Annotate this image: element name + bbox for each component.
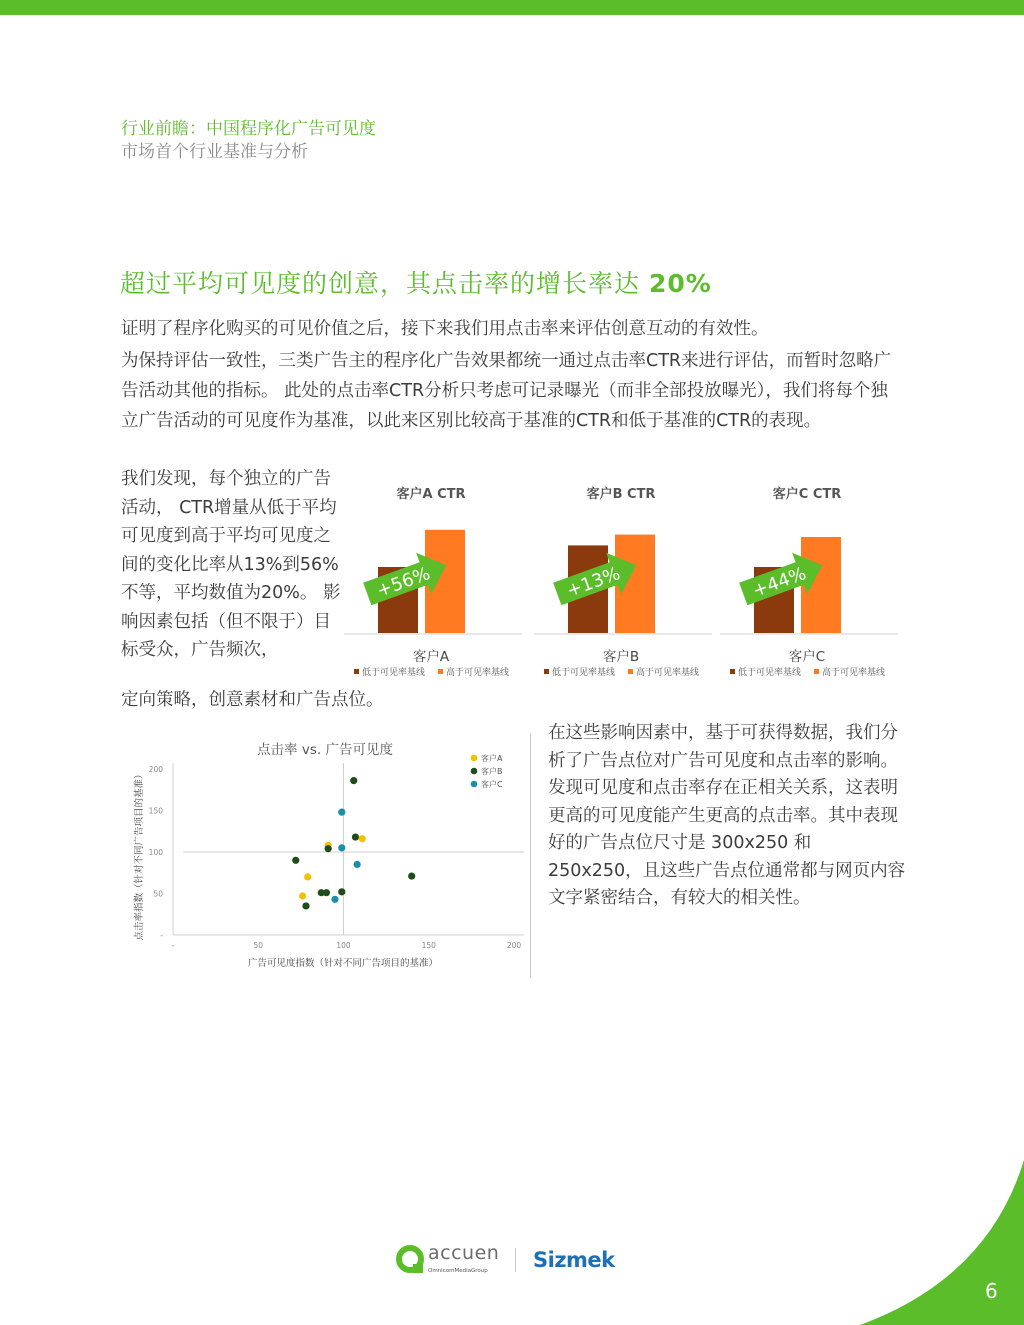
bar-category-label: 客户C (788, 649, 826, 665)
ctr-bar-charts (340, 475, 905, 690)
scatter-y-tick: - (160, 931, 163, 940)
bar-chart-title: 客户B CTR (586, 487, 656, 502)
bar-chart-title: 客户A CTR (396, 487, 466, 502)
legend-label: 高于可见率基线 (822, 668, 886, 678)
scatter-legend-swatch (471, 768, 478, 775)
section-title-text: 超过平均可见度的创意，其点击率的增长率达 (120, 269, 641, 298)
scatter-y-label: 点击率指数（针对不同广告项目的基准） (134, 769, 145, 941)
scatter-legend-swatch (471, 755, 478, 762)
section-title-emphasis: 20% (648, 269, 712, 298)
page-corner-decoration (860, 1160, 1024, 1325)
scatter-point (338, 844, 345, 851)
bar-category-label: 客户A (412, 649, 450, 665)
scatter-point (352, 833, 359, 840)
report-subtitle: 市场首个行业基准与分析 (121, 142, 308, 162)
legend-swatch (354, 669, 359, 674)
scatter-legend-label: 客户A (481, 754, 503, 763)
scatter-y-tick: 100 (148, 848, 163, 857)
legend-label: 低于可见率基线 (738, 668, 802, 678)
scatter-point (325, 845, 332, 852)
scatter-y-tick: 50 (153, 889, 163, 899)
scatter-point (354, 861, 361, 868)
legend-label: 低于可见率基线 (552, 668, 616, 678)
scatter-point (359, 835, 366, 842)
intro-paragraph: 证明了程序化购买的可见价值之后，接下来我们用点击率来评估创意互动的有效性。 (121, 319, 769, 339)
legend-swatch (730, 669, 735, 674)
scatter-x-tick: 100 (336, 941, 351, 950)
footer-logos (395, 1240, 615, 1280)
method-paragraph: 为保持评估一致性，三类广告主的程序化广告效果都统一通过点击率CTR来进行评估，而暂时忽略广告活动其他的指标。 此处的点击率CTR分析只考虑可记录曝光（而非全部投放曝光），我们将每个独立广告活动的可见度作为基准，以此来区别比较高于基准的CTR和低于基准的CTR的表现。 (121, 351, 892, 431)
legend-swatch (438, 669, 443, 674)
scatter-x-tick: 200 (506, 941, 522, 950)
scatter-legend-swatch (471, 781, 478, 788)
scatter-point (338, 888, 345, 895)
column-divider (530, 733, 531, 978)
scatter-y-tick: 150 (148, 806, 163, 816)
placement-paragraph: 在这些影响因素中，基于可获得数据，我们分析了广告点位对广告可见度和点击率的影响。发现可见度和点击率存在正相关关系，这表明更高的可见度能产生更高的点击率。其中表现好的广告点位尺寸是 300x250 和 250x250，且这些广告点位通常都与网页内容文字紧密结合，有较大的相关性。 (548, 723, 906, 908)
scatter-point (304, 873, 311, 880)
findings-paragraph (121, 465, 384, 710)
top-accent-bar (0, 0, 1024, 15)
scatter-point (302, 902, 309, 909)
scatter-point (350, 777, 357, 784)
scatter-point (331, 896, 338, 903)
scatter-x-label: 广告可见度指数（针对不同广告项目的基准） (247, 958, 439, 969)
accuen-logo-text: accuen (428, 1242, 500, 1264)
scatter-point (323, 889, 330, 896)
legend-label: 低于可见率基线 (362, 668, 426, 678)
legend-label: 高于可见率基线 (446, 668, 510, 678)
bar-chart-title: 客户C CTR (772, 487, 842, 502)
ctr-vs-viewability-scatter (128, 733, 528, 973)
report-title: 行业前瞻：中国程序化广告可见度 (121, 119, 376, 139)
growth-arrow-label: +44% (750, 563, 809, 602)
findings-text: 我们发现，每个独立的广告活动， CTR增量从低于平均可见度到高于平均可见度之间的变化比率从13%到56%不等，平均数值为20%。 影响因素包括（但不限于）目标受众，广告频次， (121, 469, 341, 660)
scatter-legend-label: 客户B (481, 767, 503, 776)
growth-arrow-label: +13% (564, 563, 623, 602)
logo-separator (515, 1248, 516, 1272)
scatter-x-tick: 150 (421, 941, 436, 950)
scatter-legend-label: 客户C (481, 780, 503, 789)
omnicom-text: OmnicomMediaGroup (428, 1268, 488, 1274)
bar-category-label: 客户B (602, 649, 640, 665)
legend-swatch (628, 669, 633, 674)
scatter-x-tick: - (171, 941, 175, 950)
growth-arrow-label: +56% (374, 563, 433, 602)
sizmek-logo: Sizmek (533, 1248, 615, 1272)
scatter-point (338, 809, 345, 816)
scatter-x-tick: 50 (253, 941, 264, 950)
findings-text-end: 定向策略，创意素材和广告点位。 (121, 690, 384, 710)
legend-swatch (814, 669, 819, 674)
scatter-title: 点击率 vs. 广告可见度 (257, 742, 393, 758)
legend-label: 高于可见率基线 (636, 668, 700, 678)
section-title (120, 264, 712, 300)
accuen-logo-icon (395, 1244, 427, 1276)
scatter-point (292, 857, 299, 864)
scatter-point (299, 892, 306, 899)
scatter-y-tick: 200 (148, 765, 163, 774)
scatter-point (408, 872, 415, 879)
page-number: 6 (985, 1279, 998, 1303)
legend-swatch (544, 669, 549, 674)
